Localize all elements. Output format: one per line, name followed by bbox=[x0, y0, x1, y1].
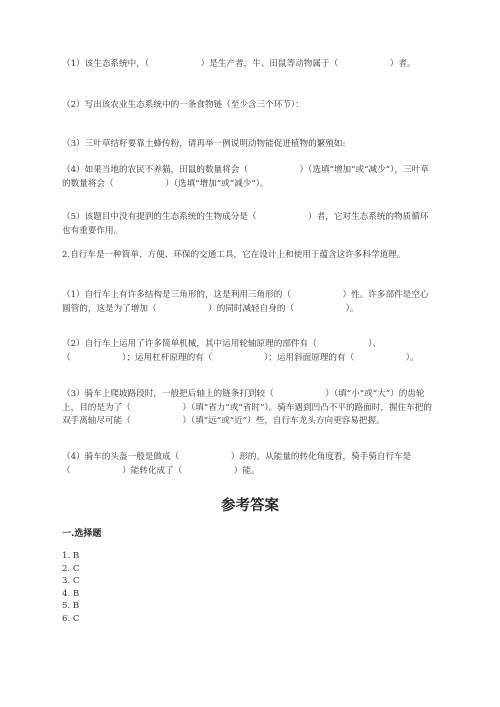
answer-item: 5. B bbox=[62, 601, 80, 612]
question-2: （2）写出该农业生态系统中的一条食物链（至少含三个环节）： bbox=[62, 100, 304, 110]
bike-question-3: （3）骑车上爬坡路段时，一般把后轴上的链条打到较（ ）（填“小”或“大”）的齿轮上，目的是为了（ ）（填“省力”或“省时”）。骑车遇到凹凸不平的路面时，握住车把的双手离轴尽可能（ ）（填“远”或“近”）些，自行车龙头方向更容易把握。 bbox=[62, 389, 432, 426]
answer-item: 6. C bbox=[62, 613, 80, 624]
bike-question-4: （4）骑车的头盔一般是做成（ ）形的。从能量的转化角度看，骑手骑自行车是（ ）能转化成了（ ）能。 bbox=[62, 452, 412, 476]
bike-question-1: （1）自行车上有许多结构是三角形的，这是利用三角形的（ ）性。许多部件是空心圆管的，这是为了增加（ ）的同时减轻自身的（ ）。 bbox=[62, 290, 429, 314]
answer-item: 4. B bbox=[62, 588, 80, 599]
question-4: （4）如果当地的农民不养猫，田鼠的数量将会（ ）（选填“增加”或“减少”），三叶草的数量将会（ ）（选填“增加”或“减少”）。 bbox=[62, 165, 429, 189]
answer-item: 3. C bbox=[62, 576, 80, 587]
answer-item: 2. C bbox=[62, 563, 80, 574]
bike-question-2: （2）自行车上运用了许多简单机械，其中运用轮轴原理的部件有（ ）、（ ）；运用杠杆原理的有（ ）；运用斜面原理的有（ ）。 bbox=[62, 339, 419, 363]
section-heading: 一.选择题 bbox=[62, 529, 102, 539]
question-2-intro: 2.自行车是一种简单、方便、环保的交通工具，它在设计上和使用于蕴含这许多科学道理。 bbox=[62, 250, 406, 260]
question-3: （3）三叶草结籽要靠土蜂传粉，请再举一例说明动物能促进植物的繁殖如: bbox=[62, 139, 346, 149]
answer-item: 1. B bbox=[62, 551, 80, 561]
answer-list bbox=[62, 550, 80, 626]
question-1: （1）该生态系统中，（ ）是生产者，牛、田鼠等动物属于（ ）者。 bbox=[62, 59, 416, 69]
question-5: （5）该题目中没有提到的生态系统的生物成分是（ ）者，它对生态系统的物质循环也有重要作用。 bbox=[62, 212, 429, 236]
answers-title: 参考答案 bbox=[221, 498, 279, 514]
